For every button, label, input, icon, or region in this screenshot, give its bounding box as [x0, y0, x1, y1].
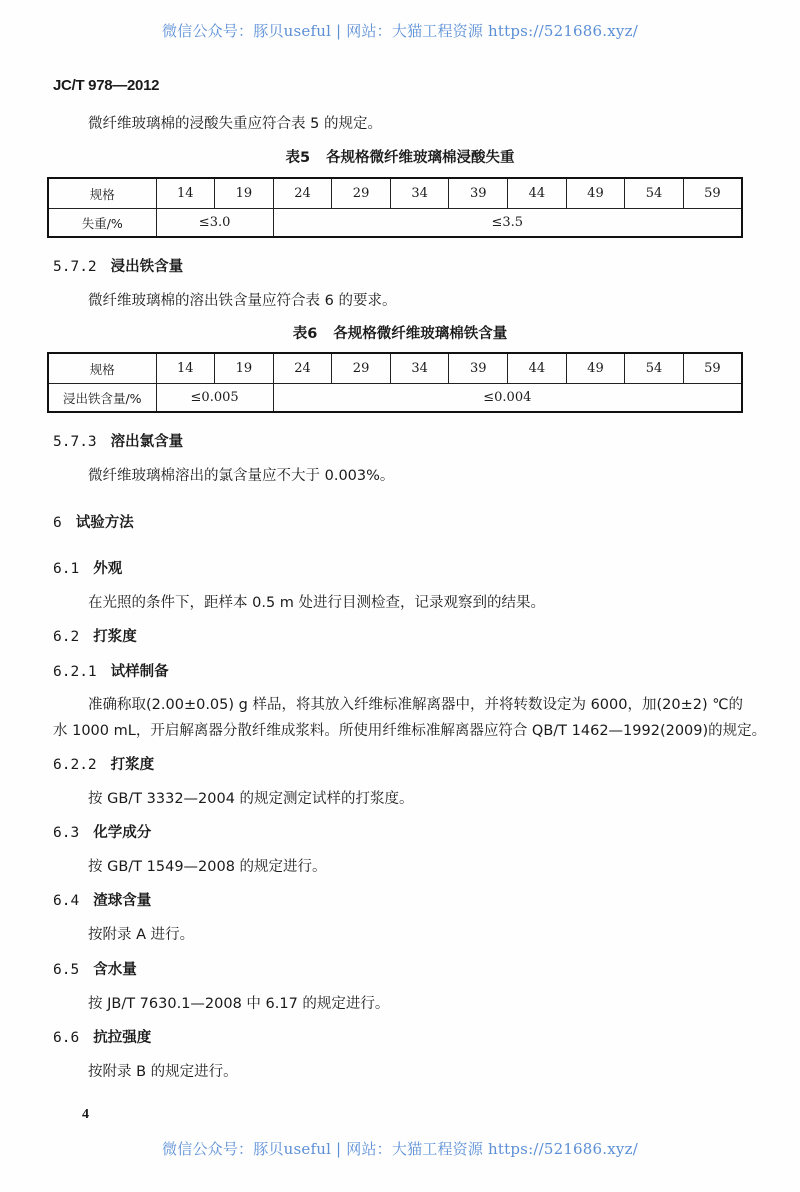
table6-iron-content [47, 352, 743, 413]
paragraph-6-2-2: 按 GB/T 3332—2004 的规定测定试样的打浆度。 [88, 791, 414, 807]
section-number: 6.2 [53, 629, 80, 645]
paragraph-6-3: 按 GB/T 1549—2008 的规定进行。 [88, 859, 327, 875]
table5-value-group-a: ≤3.0 [156, 209, 273, 238]
table6-row-label: 浸出铁含量/% [48, 384, 156, 413]
section-title: 试验方法 [75, 515, 134, 531]
paragraph-5-7-2: 微纤维玻璃棉的溶出铁含量应符合表 6 的要求。 [88, 293, 397, 309]
table5-header-row [48, 178, 742, 209]
heading-5-7-2 [53, 255, 183, 276]
standard-code: JC/T 978—2012 [53, 77, 160, 94]
paragraph-6-5: 按 JB/T 7630.1—2008 中 6.17 的规定进行。 [88, 996, 390, 1012]
section-number: 6 [53, 515, 62, 531]
table5-spec-cell: 19 [215, 178, 274, 209]
section-number: 5.7.2 [53, 259, 97, 275]
watermark-top: 微信公众号：豚贝useful | 网站：大猫工程资源 https://521686.xyz/ [162, 22, 638, 40]
table6-spec-cell: 39 [449, 353, 508, 384]
paragraph-6-2-1-line1: 准确称取(2.00±0.05) g 样品，将其放入纤维标准解离器中，并将转数设定为 6000，加(20±2) ℃的 [88, 697, 743, 713]
table6-spec-cell: 44 [508, 353, 567, 384]
paragraph-5-7-1: 微纤维玻璃棉的浸酸失重应符合表 5 的规定。 [88, 116, 382, 132]
heading-6-4 [53, 889, 151, 910]
section-number: 6.5 [53, 962, 80, 978]
table6-spec-cell: 29 [332, 353, 391, 384]
table6-caption [0, 322, 800, 343]
paragraph-5-7-3: 微纤维玻璃棉溶出的氯含量应不大于 0.003%。 [88, 468, 395, 484]
section-title: 打浆度 [93, 629, 137, 645]
heading-6-2-2 [53, 753, 154, 774]
table6-caption-number: 表6 [292, 326, 318, 342]
table6-spec-cell: 54 [625, 353, 684, 384]
table5-spec-cell: 59 [683, 178, 742, 209]
section-title: 打浆度 [110, 757, 155, 773]
table5-header-label: 规格 [48, 178, 156, 209]
section-number: 6.6 [53, 1030, 80, 1046]
table6-value-group-a: ≤0.005 [156, 384, 273, 413]
paragraph-6-6: 按附录 B 的规定进行。 [88, 1064, 238, 1080]
table6-spec-cell: 49 [566, 353, 625, 384]
heading-6-5 [53, 958, 137, 979]
heading-6-2 [53, 625, 137, 646]
paragraph-6-2-1-line2: 水 1000 mL，开启解离器分散纤维成浆料。所使用纤维标准解离器应符合 QB/T 1462—1992(2009)的规定。 [53, 723, 767, 739]
heading-6-6 [53, 1026, 151, 1047]
heading-6-1 [53, 557, 122, 578]
table5-spec-cell: 29 [332, 178, 391, 209]
section-title: 试样制备 [110, 664, 169, 680]
table5-caption-title: 各规格微纤维玻璃棉浸酸失重 [326, 150, 515, 166]
paragraph-6-4: 按附录 A 进行。 [88, 927, 195, 943]
table5-spec-cell: 39 [449, 178, 508, 209]
table5-caption-number: 表5 [285, 150, 311, 166]
section-number: 6.4 [53, 893, 80, 909]
watermark-bottom: 微信公众号：豚贝useful | 网站：大猫工程资源 https://521686.xyz/ [162, 1140, 638, 1158]
section-number: 6.1 [53, 561, 80, 577]
table5-value-group-b: ≤3.5 [273, 209, 742, 238]
section-title: 外观 [93, 561, 123, 577]
table5-spec-cell: 34 [390, 178, 449, 209]
section-number: 6.3 [53, 825, 80, 841]
table6-value-row [48, 384, 742, 413]
table5-spec-cell: 14 [156, 178, 215, 209]
heading-6 [53, 511, 134, 532]
table6-spec-cell: 34 [390, 353, 449, 384]
section-number: 5.7.3 [53, 434, 97, 450]
table5-acid-weight-loss [47, 177, 743, 238]
section-number: 6.2.2 [53, 757, 97, 773]
table5-row-label: 失重/% [48, 209, 156, 238]
section-title: 抗拉强度 [93, 1030, 152, 1046]
section-title: 溶出氯含量 [110, 434, 184, 450]
table6-value-group-b: ≤0.004 [273, 384, 742, 413]
table5-spec-cell: 54 [625, 178, 684, 209]
table5-spec-cell: 24 [273, 178, 332, 209]
section-title: 含水量 [93, 962, 137, 978]
table6-spec-cell: 14 [156, 353, 215, 384]
table6-spec-cell: 24 [273, 353, 332, 384]
table5-value-row [48, 209, 742, 238]
section-number: 6.2.1 [53, 664, 97, 680]
table6-spec-cell: 19 [215, 353, 274, 384]
table6-caption-title: 各规格微纤维玻璃棉铁含量 [333, 326, 508, 342]
page-number: 4 [82, 1107, 89, 1122]
section-title: 化学成分 [93, 825, 152, 841]
table5-spec-cell: 49 [566, 178, 625, 209]
heading-5-7-3 [53, 430, 183, 451]
table5-spec-cell: 44 [508, 178, 567, 209]
paragraph-6-1: 在光照的条件下，距样本 0.5 m 处进行目测检查，记录观察到的结果。 [88, 595, 546, 611]
heading-6-2-1 [53, 660, 169, 681]
section-title: 渣球含量 [93, 893, 152, 909]
table6-spec-cell: 59 [683, 353, 742, 384]
heading-6-3 [53, 821, 151, 842]
table6-header-label: 规格 [48, 353, 156, 384]
table5-caption [0, 146, 800, 167]
table6-header-row [48, 353, 742, 384]
section-title: 浸出铁含量 [110, 259, 184, 275]
